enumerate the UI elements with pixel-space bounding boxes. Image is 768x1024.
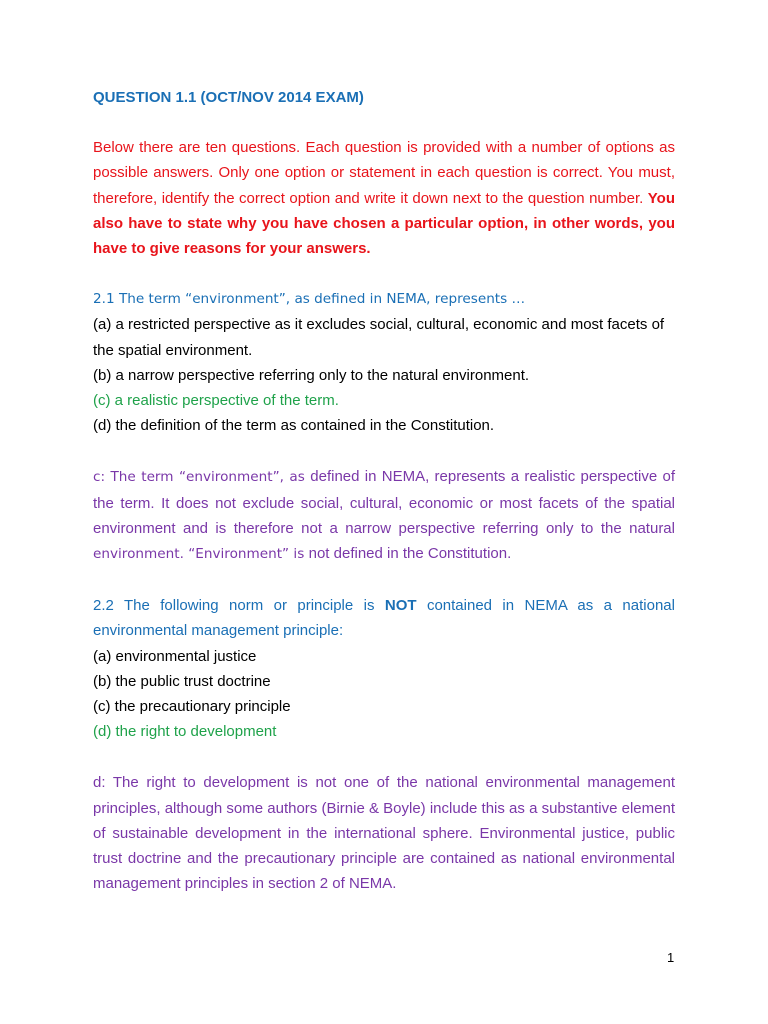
- answer-2-1-part4: not defined in the Constitution.: [308, 545, 512, 563]
- question-2-1-title: 2.1 The term “environment”, as defined in NEMA, represents …: [93, 291, 526, 308]
- answer-2-1-part1: c: The term “environment”, as: [93, 469, 311, 486]
- option-c: (c) the precautionary principle: [93, 698, 291, 716]
- option-a: (a) a restricted perspective as it excludes social, cultural, economic and most facets of the spatial environment.: [93, 316, 665, 359]
- question-2-2-title-pre: 2.2 The following norm or principle is: [93, 597, 385, 615]
- answer-2-1-part2: defined in NEMA, represents a realistic perspective of the term. It does not exclude social, cultural, economic or most facets of the spatial environment and is therefore not a narrow perspective referring only to the natural: [93, 468, 675, 537]
- question-2-2: [93, 593, 675, 744]
- instructions-text: Below there are ten questions. Each question is provided with a number of options as possible answers. Only one option or statement in each question is correct. You must, therefore, identify the correct option and write it down next to the question number.: [93, 139, 675, 207]
- question-heading: QUESTION 1.1 (OCT/NOV 2014 EXAM): [93, 89, 364, 106]
- question-2-2-title: [93, 593, 675, 643]
- option-d: (d) the definition of the term as contained in the Constitution.: [93, 417, 495, 435]
- option-d-correct: (d) the right to development: [93, 723, 277, 741]
- option-c-correct: (c) a realistic perspective of the term.: [93, 392, 339, 410]
- answer-2-1: [93, 464, 675, 567]
- question-2-1: [93, 287, 675, 438]
- instructions-paragraph: [93, 135, 675, 261]
- answer-2-1-part3: environment. “Environment” is: [93, 546, 309, 563]
- option-b: (b) the public trust doctrine: [93, 672, 271, 690]
- document-page: [93, 85, 675, 896]
- option-a: (a) environmental justice: [93, 647, 257, 665]
- question-2-2-title-not: NOT: [384, 597, 417, 615]
- option-b: (b) a narrow perspective referring only to the natural environment.: [93, 366, 530, 384]
- instructions-emphasis: You also have to state why you have chosen a particular option, in other words, you have to give reasons for your answers.: [93, 189, 675, 258]
- page-number: 1: [667, 950, 675, 965]
- answer-2-2: d: The right to development is not one of the national environmental management principles, although some authors (Birnie & Boyle) include this as a substantive element of sustainable development in the international sphere. Environmental justice, public trust doctrine and the precautionary principle are contained as national environmental management principles in section 2 of NEMA.: [93, 774, 675, 893]
- question-2-2-title-post: contained in NEMA as a national environmental management principle:: [93, 597, 675, 640]
